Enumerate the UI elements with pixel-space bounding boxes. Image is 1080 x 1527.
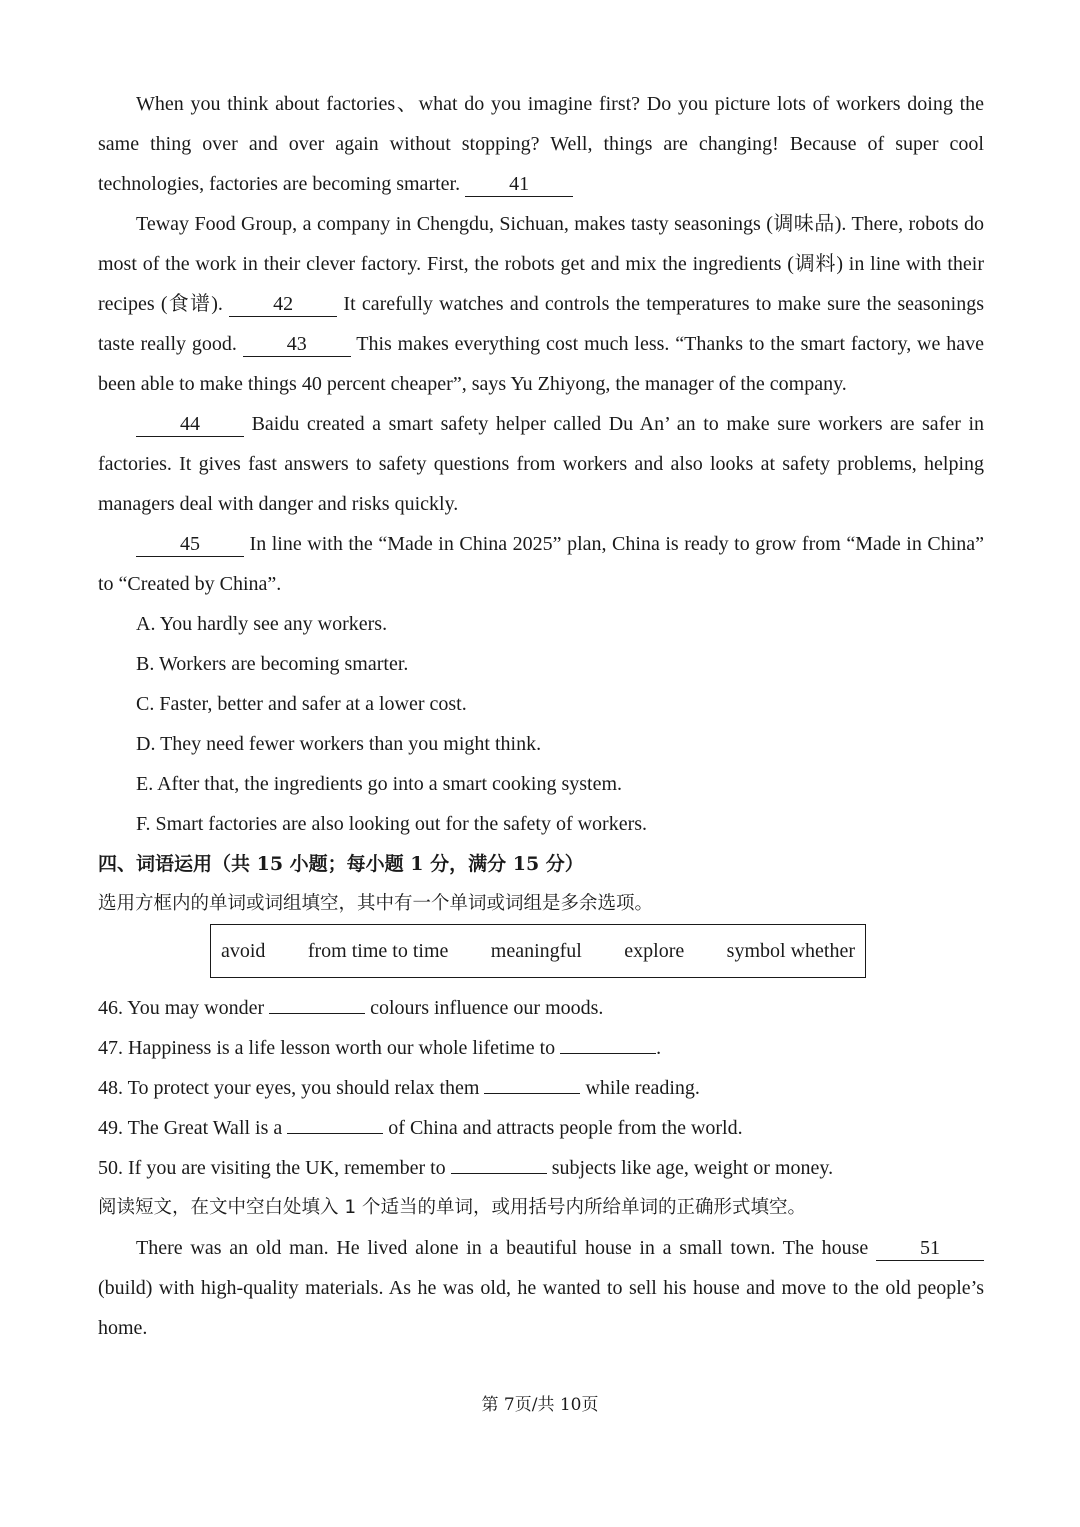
- word-option: symbol whether: [726, 940, 855, 962]
- question-46: 46. You may wonder colours influence our moods.: [98, 997, 604, 1019]
- blank-51[interactable]: 51: [876, 1236, 984, 1261]
- blank-49[interactable]: [287, 1133, 383, 1134]
- word-box-row: [98, 924, 984, 988]
- option-c: C. Faster, better and safer at a lower cost.: [136, 693, 467, 715]
- question-48: 48. To protect your eyes, you should relax them while reading.: [98, 1077, 700, 1099]
- passage-paragraph-3: 44 Baidu created a smart safety helper called Du An’ an to make sure workers are safer in factories. It gives fast answers to safety questions from workers and also looks at safety problems, helping managers deal with danger and risks quickly.: [98, 413, 984, 515]
- section-title: 四、词语运用（共 15 小题；每小题 1 分，满分 15 分）: [98, 853, 584, 875]
- option-b: B. Workers are becoming smarter.: [136, 653, 409, 675]
- blank-42[interactable]: 42: [229, 292, 337, 317]
- word-option: explore: [624, 940, 685, 962]
- blank-43[interactable]: 43: [243, 332, 351, 357]
- question-49: 49. The Great Wall is a of China and attracts people from the world.: [98, 1117, 743, 1139]
- question-47: 47. Happiness is a life lesson worth our whole lifetime to .: [98, 1037, 662, 1059]
- word-box: [210, 924, 866, 978]
- passage-paragraph-4: 45 In line with the “Made in China 2025” plan, China is ready to grow from “Made in China” to “Created by China”.: [98, 533, 985, 595]
- blank-41[interactable]: 41: [465, 172, 573, 197]
- blank-46[interactable]: [269, 1013, 365, 1014]
- word-option: meaningful: [490, 940, 582, 962]
- blank-44[interactable]: 44: [136, 412, 244, 437]
- option-e: E. After that, the ingredients go into a smart cooking system.: [136, 773, 623, 795]
- option-d: D. They need fewer workers than you might think.: [136, 733, 542, 755]
- passage-paragraph-5: There was an old man. He lived alone in a beautiful house in a small town. The house 51 (build) with high-quality materials. As he was old, he wanted to sell his house and move to the old people’s home.: [98, 1237, 984, 1339]
- word-option: from time to time: [307, 940, 449, 962]
- section-instruction: 选用方框内的单词或词组填空，其中有一个单词或词组是多余选项。: [98, 893, 654, 914]
- passage-paragraph-1: When you think about factories、what do you imagine first? Do you picture lots of workers doing the same thing over and over again without stopping? Well, things are changing! Because of super cool technologies, factories are becoming smarter. 41: [98, 93, 984, 195]
- exam-page: [98, 84, 984, 1348]
- question-50: 50. If you are visiting the UK, remember to subjects like age, weight or money.: [98, 1157, 834, 1179]
- passage-paragraph-2: Teway Food Group, a company in Chengdu, Sichuan, makes tasty seasonings (调味品). There, robots do most of the work in their clever factory. First, the robots get and mix the ingredients (调料) in line with their recipes (食谱). 42 It carefully watches and controls the temperatures to make sure the seasonings taste really good. 43 This makes everything cost much less. “Thanks to the smart factory, we have been able to make things 40 percent cheaper”, says Yu Zhiyong, the manager of the company.: [98, 213, 985, 395]
- blank-45[interactable]: 45: [136, 532, 244, 557]
- blank-47[interactable]: [560, 1053, 656, 1054]
- option-a: A. You hardly see any workers.: [136, 613, 388, 635]
- blank-50[interactable]: [451, 1173, 547, 1174]
- word-option: avoid: [221, 940, 266, 962]
- option-f: F. Smart factories are also looking out for the safety of workers.: [136, 813, 648, 835]
- reading-instruction: 阅读短文，在文中空白处填入 1 个适当的单词，或用括号内所给单词的正确形式填空。: [98, 1197, 807, 1218]
- blank-48[interactable]: [484, 1093, 580, 1094]
- page-footer: 第 7页/共 10页: [481, 1395, 599, 1415]
